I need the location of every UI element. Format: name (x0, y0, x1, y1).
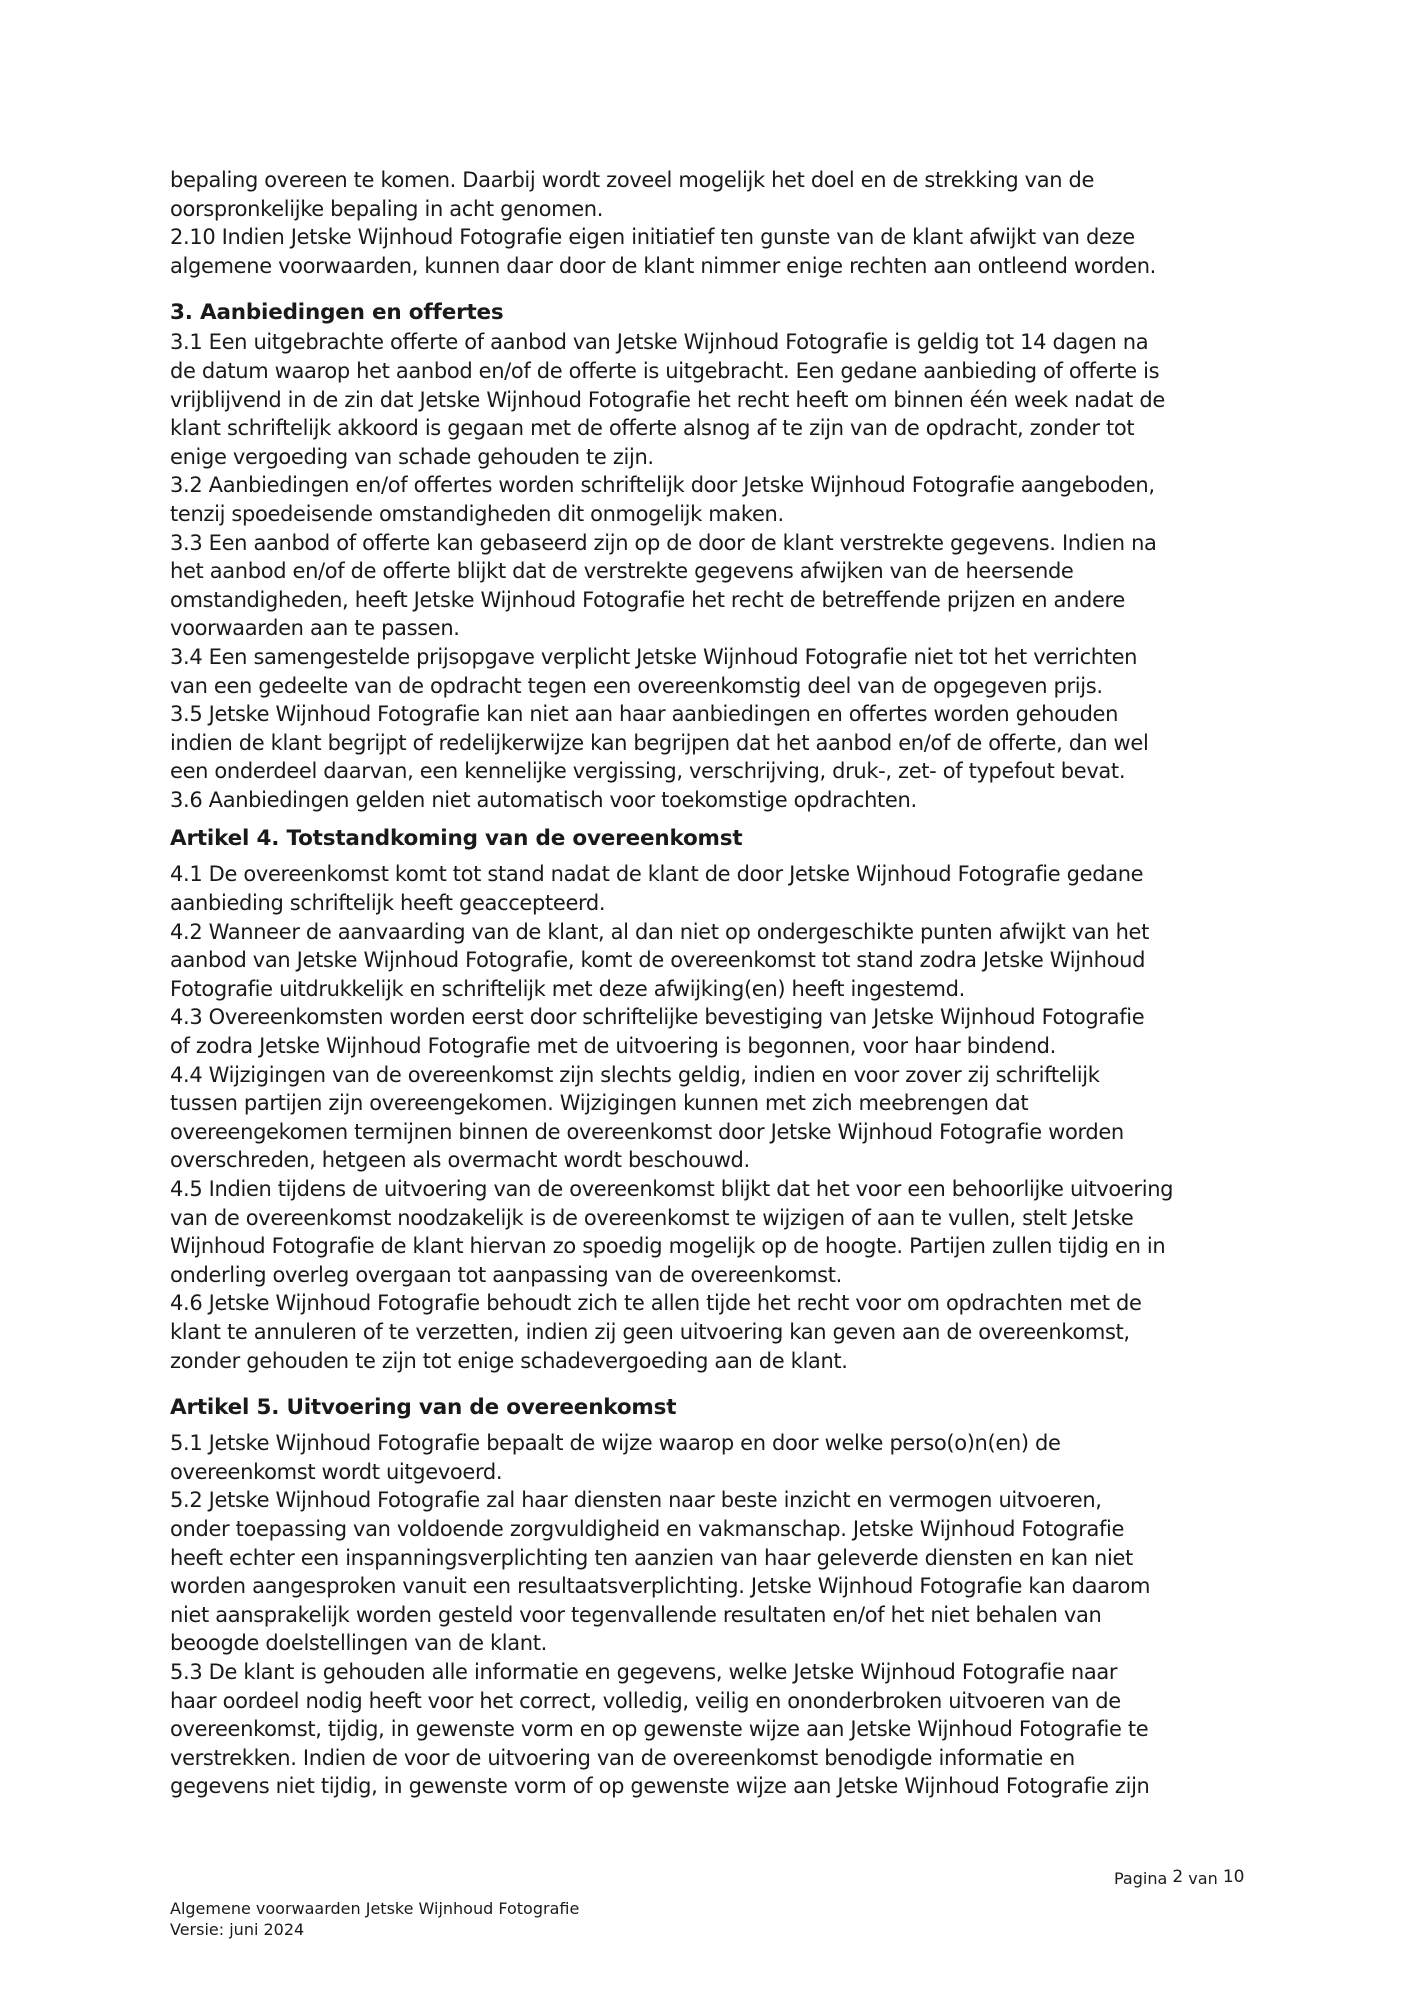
body-line: tenzij spoedeisende omstandigheden dit onmogelijk maken. (170, 501, 784, 526)
footer-title: Algemene voorwaarden Jetske Wijnhoud Fotografie (170, 1899, 580, 1918)
body-line: Fotografie uitdrukkelijk en schriftelijk met deze afwijking(en) heeft ingestemd. (170, 976, 965, 1001)
body-line: overschreden, hetgeen als overmacht wordt beschouwd. (170, 1148, 750, 1173)
footer (170, 1898, 579, 1940)
body-line: heeft echter een inspanningsverplichting ten aanzien van haar geleverde diensten en kan niet (170, 1545, 1133, 1570)
body-line: of zodra Jetske Wijnhoud Fotografie met de uitvoering is begonnen, voor haar bindend. (170, 1034, 1056, 1059)
section-5 (170, 1393, 1260, 1801)
section-heading: Artikel 5. Uitvoering van de overeenkomst (170, 1395, 677, 1421)
page-of-label: van (1188, 1869, 1218, 1888)
document-body (170, 166, 1260, 1801)
body-line: 5.1 Jetske Wijnhoud Fotografie bepaalt de wijze waarop en door welke perso(o)n(en) de (170, 1431, 1061, 1456)
body-line: 3.5 Jetske Wijnhoud Fotografie kan niet aan haar aanbiedingen en offertes worden gehouden (170, 702, 1119, 727)
body-line: tussen partijen zijn overeengekomen. Wijzigingen kunnen met zich meebrengen dat (170, 1091, 1029, 1116)
body-line: voorwaarden aan te passen. (170, 616, 460, 641)
page-label: Pagina (1114, 1869, 1168, 1888)
body-line: 3.1 Een uitgebrachte offerte of aanbod van Jetske Wijnhoud Fotografie is geldig tot 14 dagen na (170, 330, 1149, 355)
body-line: van de overeenkomst noodzakelijk is de overeenkomst te wijzigen of aan te vullen, stelt Jetske (170, 1205, 1134, 1230)
body-line: 4.1 De overeenkomst komt tot stand nadat de klant de door Jetske Wijnhoud Fotografie gedane (170, 862, 1144, 887)
body-line: beoogde doelstellingen van de klant. (170, 1631, 547, 1656)
body-line: gegevens niet tijdig, in gewenste vorm of op gewenste wijze aan Jetske Wijnhoud Fotografie zijn (170, 1774, 1150, 1799)
body-line: Wijnhoud Fotografie de klant hiervan zo spoedig mogelijk op de hoogte. Partijen zullen tijdig en in (170, 1234, 1166, 1259)
body-line: onder toepassing van voldoende zorgvuldigheid en vakmanschap. Jetske Wijnhoud Fotografie (170, 1516, 1125, 1541)
body-line: overeenkomst wordt uitgevoerd. (170, 1459, 503, 1484)
intro-block (170, 166, 1260, 280)
body-line: 4.6 Jetske Wijnhoud Fotografie behoudt zich te allen tijde het recht voor om opdrachten met de (170, 1291, 1142, 1316)
body-line: 3.3 Een aanbod of offerte kan gebaseerd zijn op de door de klant verstrekte gegevens. Indien na (170, 530, 1157, 555)
body-line: vrijblijvend in de zin dat Jetske Wijnhoud Fotografie het recht heeft om binnen één week nadat de (170, 387, 1165, 412)
body-line: 4.2 Wanneer de aanvaarding van de klant, al dan niet op ondergeschikte punten afwijkt van het (170, 919, 1149, 944)
body-line: haar oordeel nodig heeft voor het correct, volledig, veilig en ononderbroken uitvoeren van de (170, 1688, 1121, 1713)
page-number (1114, 1869, 1244, 1889)
body-line: klant te annuleren of te verzetten, indien zij geen uitvoering kan geven aan de overeenkomst, (170, 1319, 1130, 1344)
body-line: 4.3 Overeenkomsten worden eerst door schriftelijke bevestiging van Jetske Wijnhoud Fotografie (170, 1005, 1145, 1030)
body-line: omstandigheden, heeft Jetske Wijnhoud Fotografie het recht de betreffende prijzen en andere (170, 587, 1125, 612)
body-line: 5.3 De klant is gehouden alle informatie en gegevens, welke Jetske Wijnhoud Fotografie naar (170, 1659, 1118, 1684)
body-line: het aanbod en/of de offerte blijkt dat de verstrekte gegevens afwijken van de heersende (170, 559, 1074, 584)
body-line: indien de klant begrijpt of redelijkerwijze kan begrijpen dat het aanbod en/of de offerte, dan wel (170, 730, 1149, 755)
page-current: 2 (1172, 1867, 1184, 1887)
body-line: 2.10 Indien Jetske Wijnhoud Fotografie eigen initiatief ten gunste van de klant afwijkt van deze (170, 225, 1135, 250)
body-line: 3.4 Een samengestelde prijsopgave verplicht Jetske Wijnhoud Fotografie niet tot het verrichten (170, 644, 1138, 669)
section-heading: 3. Aanbiedingen en offertes (170, 300, 504, 326)
body-line: 3.6 Aanbiedingen gelden niet automatisch voor toekomstige opdrachten. (170, 787, 917, 812)
body-line: niet aansprakelijk worden gesteld voor tegenvallende resultaten en/of het niet behalen van (170, 1602, 1102, 1627)
footer-version: Versie: juni 2024 (170, 1920, 305, 1939)
body-line: aanbieding schriftelijk heeft geaccepteerd. (170, 891, 606, 916)
body-line: een onderdeel daarvan, een kennelijke vergissing, verschrijving, druk-, zet- of typefout bevat. (170, 759, 1126, 784)
body-line: verstrekken. Indien de voor de uitvoering van de overeenkomst benodigde informatie en (170, 1745, 1075, 1770)
body-line: overeenkomst, tijdig, in gewenste vorm en op gewenste wijze aan Jetske Wijnhoud Fotografie te (170, 1717, 1149, 1742)
body-line: oorspronkelijke bepaling in acht genomen. (170, 196, 604, 221)
page-total: 10 (1222, 1867, 1245, 1887)
body-line: klant schriftelijk akkoord is gegaan met de offerte alsnog af te zijn van de opdracht, zonder tot (170, 416, 1135, 441)
body-line: 3.2 Aanbiedingen en/of offertes worden schriftelijk door Jetske Wijnhoud Fotografie aangeboden, (170, 473, 1155, 498)
body-line: overeengekomen termijnen binnen de overeenkomst door Jetske Wijnhoud Fotografie worden (170, 1119, 1124, 1144)
body-line: bepaling overeen te komen. Daarbij wordt zoveel mogelijk het doel en de strekking van de (170, 168, 1095, 192)
body-line: enige vergoeding van schade gehouden te zijn. (170, 444, 654, 469)
section-4 (170, 824, 1260, 1375)
body-line: van een gedeelte van de opdracht tegen een overeenkomstig deel van de opgegeven prijs. (170, 673, 1103, 698)
body-line: algemene voorwaarden, kunnen daar door de klant nimmer enige rechten aan ontleend worden. (170, 253, 1156, 278)
body-line: 4.4 Wijzigingen van de overeenkomst zijn slechts geldig, indien en voor zover zij schriftelijk (170, 1062, 1100, 1087)
section-heading: Artikel 4. Totstandkoming van de overeenkomst (170, 826, 743, 852)
body-line: de datum waarop het aanbod en/of de offerte is uitgebracht. Een gedane aanbieding of offerte is (170, 358, 1160, 383)
body-line: 5.2 Jetske Wijnhoud Fotografie zal haar diensten naar beste inzicht en vermogen uitvoeren, (170, 1488, 1102, 1513)
body-line: aanbod van Jetske Wijnhoud Fotografie, komt de overeenkomst tot stand zodra Jetske Wijnhoud (170, 948, 1146, 973)
section-3 (170, 298, 1260, 814)
body-line: worden aangesproken vanuit een resultaatsverplichting. Jetske Wijnhoud Fotografie kan daarom (170, 1574, 1151, 1599)
body-line: 4.5 Indien tijdens de uitvoering van de overeenkomst blijkt dat het voor een behoorlijke uitvoering (170, 1177, 1174, 1201)
body-line: onderling overleg overgaan tot aanpassing van de overeenkomst. (170, 1262, 842, 1287)
body-line: zonder gehouden te zijn tot enige schadevergoeding aan de klant. (170, 1348, 848, 1373)
